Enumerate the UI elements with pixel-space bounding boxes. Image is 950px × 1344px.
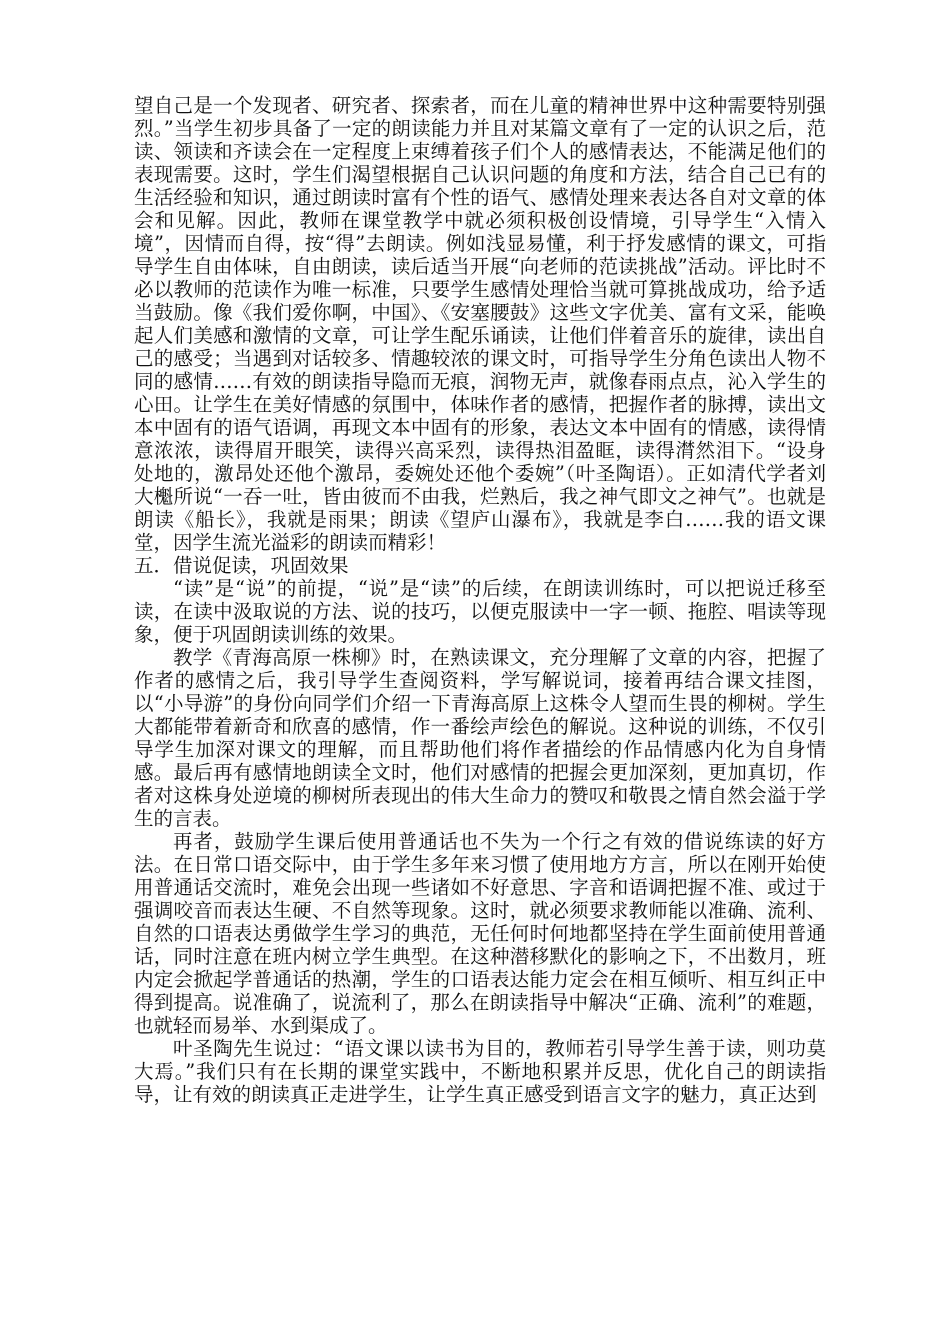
paragraph-ye-shengtao-quote: 叶圣陶先生说过：“语文课以读书为目的，教师若引导学生善于读，则功莫大焉。”我们只有在长期的课堂实践中，不断地积累并反思，优化自己的朗读指导，让有效的朗读真正走进学生，让学生真正感受到语言文字的魅力，真正达到: [134, 1037, 826, 1106]
document-page: [134, 94, 826, 1106]
paragraph-continued: 望自己是一个发现者、研究者、探索者，而在儿童的精神世界中这种需要特别强烈。”当学生初步具备了一定的朗读能力并且对某篇文章有了一定的认识之后，范读、领读和齐读会在一定程度上束缚着孩子们个人的感情表达，不能满足他们的表现需要。这时，学生们渴望根据自己认识问题的角度和方法，结合自己已有的生活经验和知识，通过朗读时富有个性的语气、感情处理来表达各自对文章的体会和见解。因此，教师在课堂教学中就必须积极创设情境，引导学生“入情入境”，因情而自得，按“得”去朗读。例如浅显易懂，利于抒发感情的课文，可指导学生自由体味，自由朗读，读后适当开展“向老师的范读挑战”活动。评比时不必以教师的范读作为唯一标准，只要学生感情处理恰当就可算挑战成功，给予适当鼓励。像《我们爱你啊，中国》、《安塞腰鼓》这些文字优美、富有文采，能唤起人们美感和激情的文章，可让学生配乐诵读，让他们伴着音乐的旋律，读出自己的感受；当遇到对话较多、情趣较浓的课文时，可指导学生分角色读出人物不同的感情……有效的朗读指导隐而无痕，润物无声，就像春雨点点，沁入学生的心田。让学生在美好情感的氛围中，体味作者的感情，把握作者的脉搏，读出文本中固有的语气语调，再现文本中固有的形象，表达文本中固有的情感，读得情意浓浓，读得眉开眼笑，读得兴高采烈，读得热泪盈眶，读得潸然泪下。“设身处地的，激昂处还他个激昂，委婉处还他个委婉”（叶圣陶语）。正如清代学者刘大櫆所说“一吞一吐，皆由彼而不由我，烂熟后，我之神气即文之神气”。也就是朗读《船长》，我就是雨果；朗读《望庐山瀑布》，我就是李白……我的语文课堂，因学生流光溢彩的朗读而精彩！: [134, 94, 826, 554]
paragraph-mandarin-practice: 再者，鼓励学生课后使用普通话也不失为一个行之有效的借说练读的好方法。在日常口语交际中，由于学生多年来习惯了使用地方方言，所以在刚开始使用普通话交流时，难免会出现一些诸如不好意思、字音和语调把握不准、或过于强调咬音而表达生硬、不自然等现象。这时，就必须要求教师能以准确、流利、自然的口语表达勇做学生学习的典范，无任何时何地都坚持在学生面前使用普通话，同时注意在班内树立学生典型。在这种潜移默化的影响之下，不出数月，班内定会掀起学普通话的热潮，学生的口语表达能力定会在相互倾听、相互纠正中得到提高。说准确了，说流利了，那么在朗读指导中解决“正确、流利”的难题，也就轻而易举、水到渠成了。: [134, 830, 826, 1037]
paragraph-qinghai-willow-example: 教学《青海高原一株柳》时，在熟读课文，充分理解了文章的内容，把握了作者的感情之后，我引导学生查阅资料，学写解说词，接着再结合课文挂图，以“小导游”的身份向同学们介绍一下青海高原上这株令人望而生畏的柳树。学生大都能带着新奇和欣喜的感情，作一番绘声绘色的解说。这种说的训练，不仅引导学生加深对课文的理解，而且帮助他们将作者描绘的作品情感内化为自身情感。最后再有感情地朗读全文时，他们对感情的把握会更加深刻，更加真切，作者对这株身处逆境的柳树所表现出的伟大生命力的赞叹和敬畏之情自然会溢于学生的言表。: [134, 646, 826, 830]
section-heading-five: 五．借说促读，巩固效果: [134, 554, 349, 577]
paragraph-read-speak-relation: “读”是“说”的前提，“说”是“读”的后续，在朗读训练时，可以把说迁移至读，在读中汲取说的方法、说的技巧，以便克服读中一字一顿、拖腔、唱读等现象，便于巩固朗读训练的效果。: [134, 577, 826, 646]
